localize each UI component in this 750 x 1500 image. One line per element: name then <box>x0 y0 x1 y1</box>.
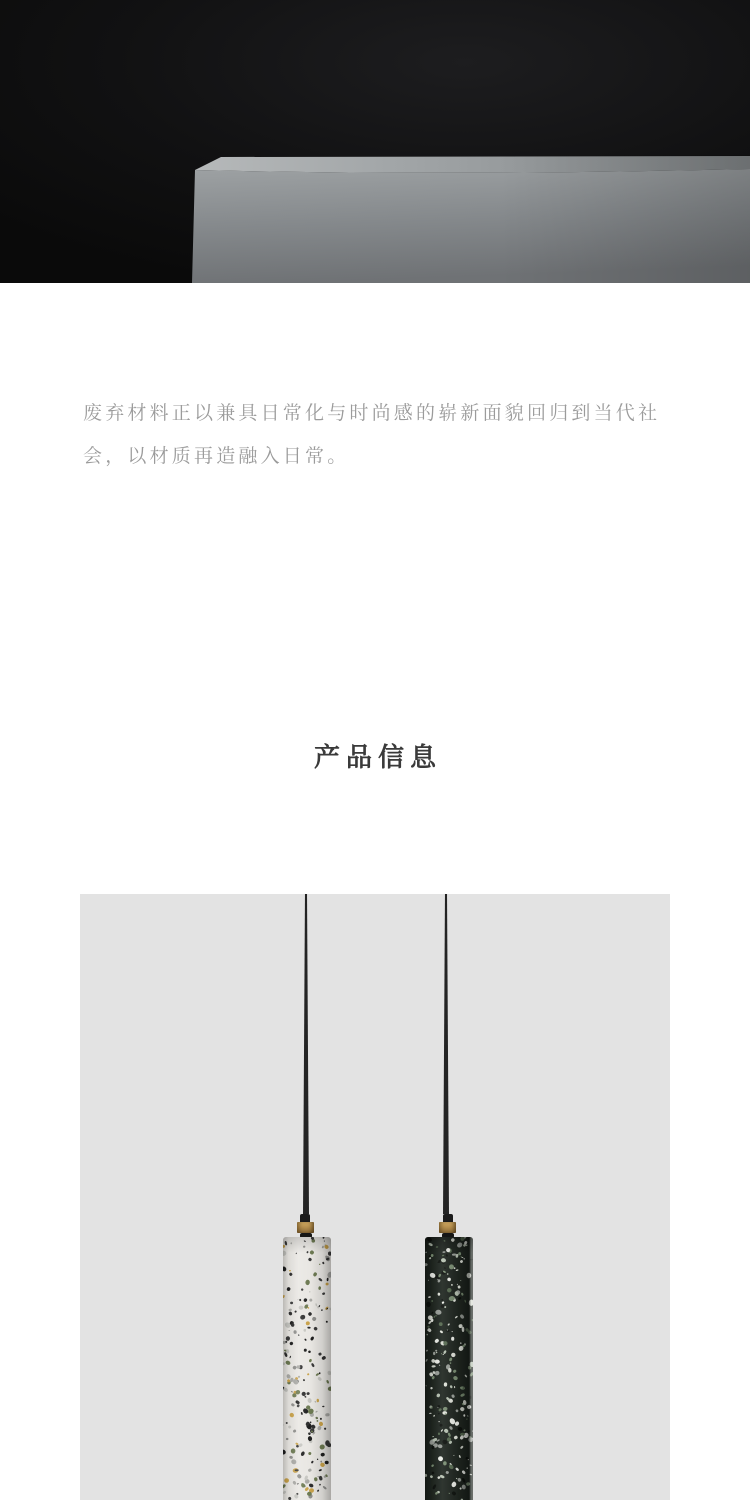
white-lamp-brass-fitting <box>297 1222 314 1233</box>
hero-photo <box>0 0 750 283</box>
dark-lamp-brass-fitting <box>439 1222 456 1233</box>
dark-terrazzo-speckles <box>425 1237 473 1500</box>
page-section-title: 产品信息 <box>313 742 442 772</box>
description-line-1: 废弃材料正以兼具日常化与时尚感的崭新面貌回归到当代社 <box>83 403 661 424</box>
dark-lamp-cord <box>443 894 449 1214</box>
description-paragraph <box>83 392 693 478</box>
plinth-shading <box>192 155 750 283</box>
white-lamp-cord <box>303 894 309 1214</box>
hero-photo-graphic <box>0 0 750 283</box>
product-figure <box>80 894 670 1500</box>
description-line-2: 会，以材质再造融入日常。 <box>83 446 350 467</box>
white-terrazzo-cylinder <box>283 1237 331 1500</box>
dark-terrazzo-cylinder <box>425 1237 473 1500</box>
white-terrazzo-speckles <box>283 1237 331 1500</box>
